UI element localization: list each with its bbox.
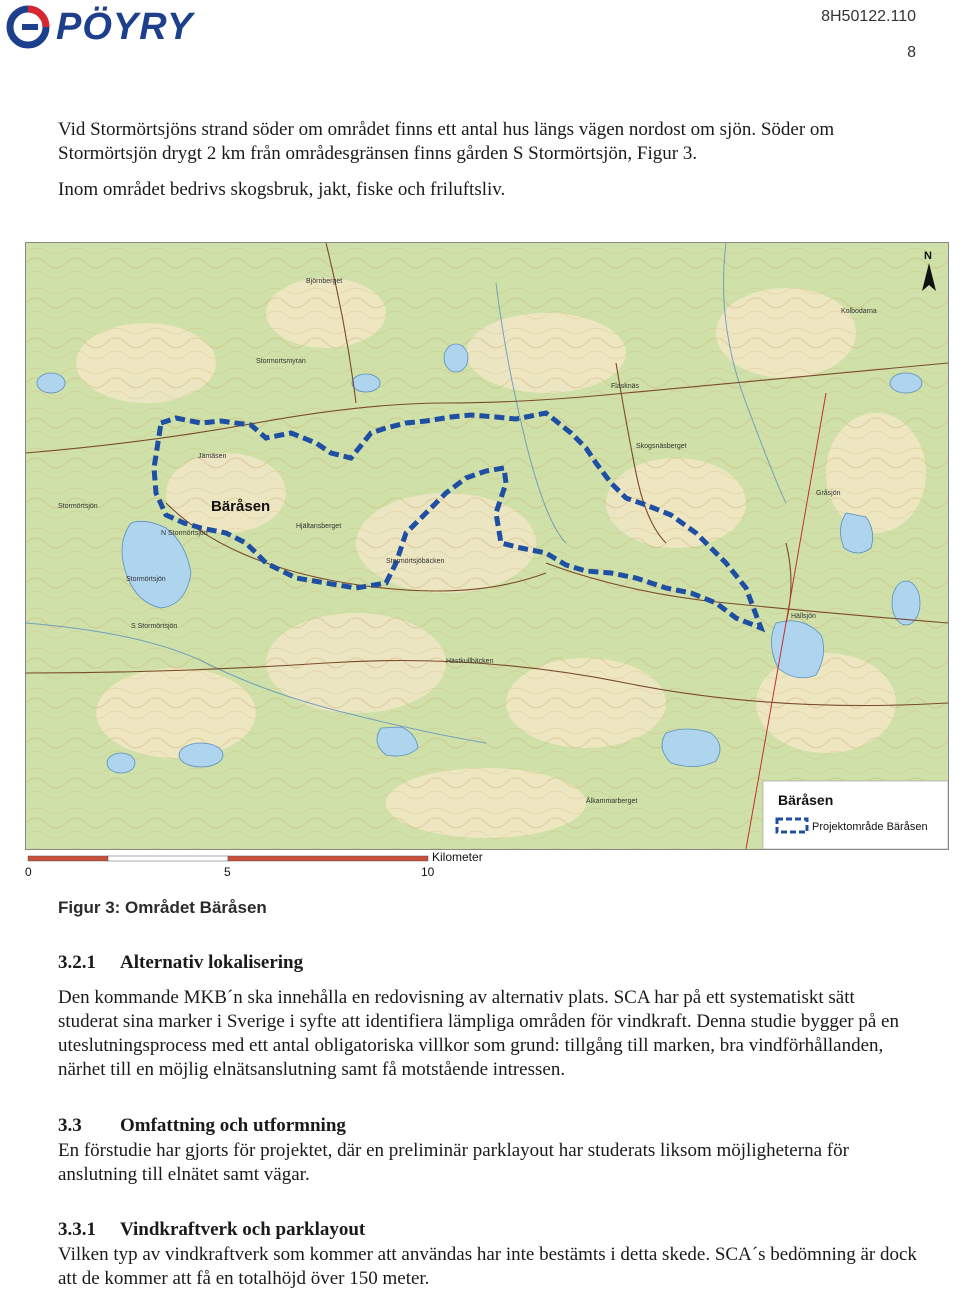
- place-label: S Stormörtsjön: [131, 623, 178, 630]
- section-title: Vindkraftverk och parklayout: [120, 1219, 366, 1240]
- section-number: 3.3: [58, 1115, 82, 1136]
- place-label: Björnberget: [306, 278, 343, 285]
- intro-paragraph-1: Vid Stormörtsjöns strand söder om området finns ett antal hus längs vägen nordost om sjön. Söder om Stormörtsjön drygt 2 km från områdesgränsen finns gården S Stormörtsjön, Figur 3.: [58, 119, 835, 164]
- section-heading-3-2-1: [58, 952, 303, 974]
- section-heading-3-3-1: [58, 1219, 365, 1241]
- section-3-2-1-text: Den kommande MKB´n ska innehålla en redovisning av alternativ plats. SCA har på ett systematiskt sätt studerat sina marker i Sverige i syfte att identifiera lämpliga områden för vindkraft. Denna studie bygger på en uteslutningsprocess med ett antal obligatoriska villkor som grund: tillgång till marken, bra vindförhållanden, närhet till en möjlig elnätsanslutning samt få motstående intressen.: [58, 987, 899, 1080]
- section-number: 3.2.1: [58, 952, 96, 973]
- section-number: 3.3.1: [58, 1219, 96, 1240]
- legend-item-label: Projektområde Bäråsen: [812, 821, 928, 833]
- place-label: Stormörtsjön: [126, 576, 166, 583]
- intro-paragraph-2: Inom området bedrivs skogsbruk, jakt, fiske och friluftsliv.: [58, 179, 506, 200]
- section-title: Omfattning och utformning: [120, 1115, 346, 1136]
- legend-title: Bäråsen: [778, 792, 834, 808]
- map-area-label: Bäråsen: [211, 498, 271, 515]
- place-label: Stormortsmyran: [256, 358, 306, 365]
- svg-text:N: N: [924, 250, 932, 262]
- map-scale-bar: [25, 850, 485, 890]
- place-label: N Stormörtsjön: [161, 530, 208, 537]
- place-label: Gråsjön: [816, 490, 841, 497]
- place-label: Kolbodarna: [841, 308, 877, 315]
- section-heading-3-3: [58, 1115, 346, 1137]
- place-label: Ålkammarberget: [586, 798, 638, 805]
- place-label: Stormörtsjöbäcken: [386, 558, 445, 565]
- logo-text: PÖYRY: [56, 5, 194, 48]
- poyry-logo-icon: [6, 5, 50, 49]
- place-label: Hästkullbäcken: [446, 658, 494, 665]
- section-3-3-text: En förstudie har gjorts för projektet, där en preliminär parklayout har studerats liksom möjligheterna för anslutning till elnätet samt vägar.: [58, 1140, 849, 1185]
- scale-unit: Kilometer: [432, 850, 483, 864]
- place-label: Jämäsen: [198, 453, 227, 460]
- section-3-3-1-text: Vilken typ av vindkraftverk som kommer att användas har inte bestämts i detta skede. SCA´s bedömning är dock att de kommer att få en totalhöjd över 150 meter.: [58, 1244, 917, 1289]
- scale-tick: 5: [224, 865, 231, 879]
- scale-tick: 0: [25, 865, 32, 879]
- place-label: Stormörtsjön: [58, 503, 98, 510]
- place-label: Skogsnäsberget: [636, 443, 687, 450]
- place-label: Hjältansberget: [296, 523, 342, 530]
- topographic-map: [26, 243, 948, 849]
- page-number: 8: [907, 44, 916, 61]
- map-figure: [25, 242, 949, 850]
- place-label: Hällsjön: [791, 613, 816, 620]
- company-logo: [6, 4, 193, 50]
- section-title: Alternativ lokalisering: [120, 952, 304, 973]
- document-reference: 8H50122.110: [821, 8, 916, 25]
- map-legend: [763, 781, 948, 849]
- place-label: Flasknäs: [611, 383, 640, 390]
- figure-caption: Figur 3: Området Bäråsen: [58, 898, 267, 917]
- scale-tick: 10: [421, 865, 435, 879]
